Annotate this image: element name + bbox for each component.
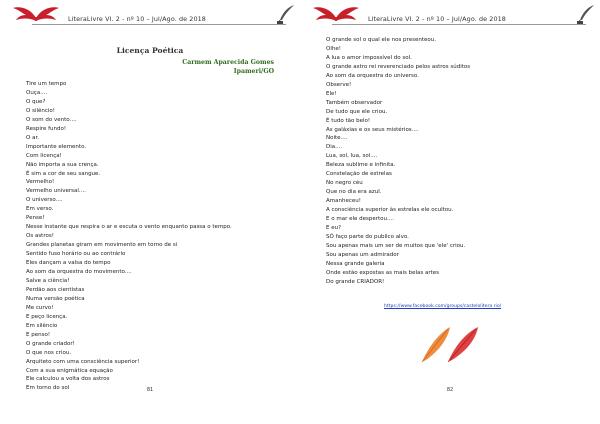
facebook-group-link[interactable]: https://www.facebook.com/groups/castelolitera rio/	[384, 304, 502, 309]
poem-line: Em silêncio	[26, 322, 58, 329]
header-divider	[332, 24, 586, 25]
page-number-left: 81	[146, 387, 154, 393]
poem-line: E peço licença.	[26, 313, 68, 320]
poem-line: Beleza sublime e infinita.	[326, 162, 396, 169]
poem-line: Salve a ciência!	[26, 277, 70, 284]
poem-line: Nessa grande galeria	[326, 260, 385, 267]
poem-line: Ao som da orquestra do movimento....	[26, 269, 132, 276]
poem-line: A consciência superior às estrelas ele ocultou.	[326, 207, 454, 214]
poem-line: Respire fundo!	[26, 125, 67, 132]
poem-line: Que no dia era azul.	[326, 189, 382, 196]
header-title: LiteraLivre VI. 2 - nº 10 – Jul/Ago. de 2018	[68, 15, 206, 23]
poem-line: Perdão aos cientistas	[26, 286, 85, 293]
author-location: Ipameri/GO	[233, 67, 274, 75]
page-right	[300, 0, 600, 424]
feathers-illustration	[418, 324, 488, 364]
quill-pen-icon	[576, 4, 596, 26]
poem-line: Numa versão poética	[26, 295, 85, 302]
poem-line: Onde estão expostas as mais belas artes	[326, 269, 440, 276]
poem-line: Não importa a sua crença.	[26, 161, 99, 168]
poem-line: Vermelho universal....	[26, 188, 86, 195]
poem-line: O som do vento....	[26, 116, 77, 123]
poem-line: O ar.	[26, 134, 39, 141]
poem-line: As galáxias e os seus mistérios....	[326, 126, 419, 133]
poem-line: Ele!	[326, 90, 337, 97]
poem-line: Me curvo!	[26, 304, 54, 311]
poem-line: Sou apenas mais um ser de muitos que 'ele' criou.	[326, 242, 466, 249]
poem-line: E o mar ele despertou....	[326, 216, 394, 223]
poem-text-right	[326, 36, 470, 287]
poem-line: O que nos criou.	[26, 349, 72, 356]
poem-line: Ouça....	[26, 89, 48, 96]
poem-line: O grande criador!	[26, 340, 75, 347]
poem-line: Também observador	[326, 99, 383, 106]
poem-line: Tire um tempo	[26, 81, 67, 87]
poem-line: Vermelho!	[26, 179, 55, 186]
poem-line: O universo....	[26, 197, 63, 204]
winged-logo-icon	[12, 4, 60, 26]
poem-line: E eu?	[326, 225, 342, 232]
poem-line: Em verso.	[26, 206, 54, 213]
poem-line: O grande sol o qual ele nos presenteou.	[326, 37, 436, 43]
poem-title: Licença Poética	[116, 46, 184, 55]
quill-pen-icon	[276, 4, 296, 26]
author-name: Carmem Aparecida Gomes	[182, 59, 274, 66]
poem-line: Amanheceu!	[326, 198, 361, 205]
poem-line: Importante elemento.	[26, 143, 87, 150]
poem-line: Lua, sol, lua, sol....	[326, 153, 378, 160]
poem-line: Com a sua enigmática equação	[26, 367, 113, 374]
header-divider	[32, 24, 286, 25]
poem-line: O silêncio!	[26, 107, 55, 114]
poem-line: Dia....	[326, 144, 343, 151]
poem-line: A lua o amor impossível do sol.	[326, 54, 412, 61]
poem-line: Ao som da orquestra do universo.	[326, 72, 419, 79]
poem-line: É sim a cor de seu sangue.	[26, 170, 101, 177]
poem-line: Sou apenas um admirador	[326, 251, 399, 258]
poem-line: Em torno do sol	[26, 385, 70, 392]
page-header-right	[312, 4, 596, 26]
poem-line: É tudo tão belo!	[326, 117, 371, 124]
page-header-left	[12, 4, 296, 26]
poem-line: SÓ faço parte do publico alvo.	[326, 233, 409, 240]
poem-line: O grande astro rei reverenciado pelos astros súditos	[326, 63, 471, 70]
poem-line: Constelação de estrelas	[326, 171, 392, 178]
poem-line: Com licença!	[26, 152, 62, 159]
poem-line: Noite....	[326, 135, 348, 142]
poem-line: Arquiteto com uma consciência superior!	[26, 358, 140, 365]
poem-line: Sentido fuso horário ou ao contrário	[26, 251, 126, 258]
header-title: LiteraLivre VI. 2 - nº 10 – Jul/Ago. de 2018	[368, 15, 506, 23]
poem-line: No negro céu	[326, 180, 363, 187]
poem-author-block	[182, 59, 274, 76]
poem-line: Ele calculou a volta dos astros	[26, 376, 110, 383]
poem-line: Grandes planetas giram em movimento em torno de si	[26, 242, 178, 249]
poem-line: E penso!	[26, 331, 51, 338]
winged-logo-icon	[312, 4, 360, 26]
poem-line: De tudo que ele criou.	[326, 108, 388, 115]
poem-line: Nesse instante que respira o ar e escuta o vento enquanto passa o tempo.	[26, 224, 232, 231]
poem-line: Do grande CRIADOR!	[326, 278, 385, 285]
poem-line: Eles dançam a valsa do tempo	[26, 260, 111, 267]
poem-line: Pense!	[26, 215, 45, 222]
poem-text-left	[26, 80, 232, 393]
poem-line: Olhe!	[326, 45, 341, 52]
page-number-right: 82	[446, 387, 454, 393]
poem-line: O que?	[26, 98, 46, 105]
poem-line: Os astros!	[26, 233, 54, 240]
poem-line: Observe!	[326, 81, 352, 88]
